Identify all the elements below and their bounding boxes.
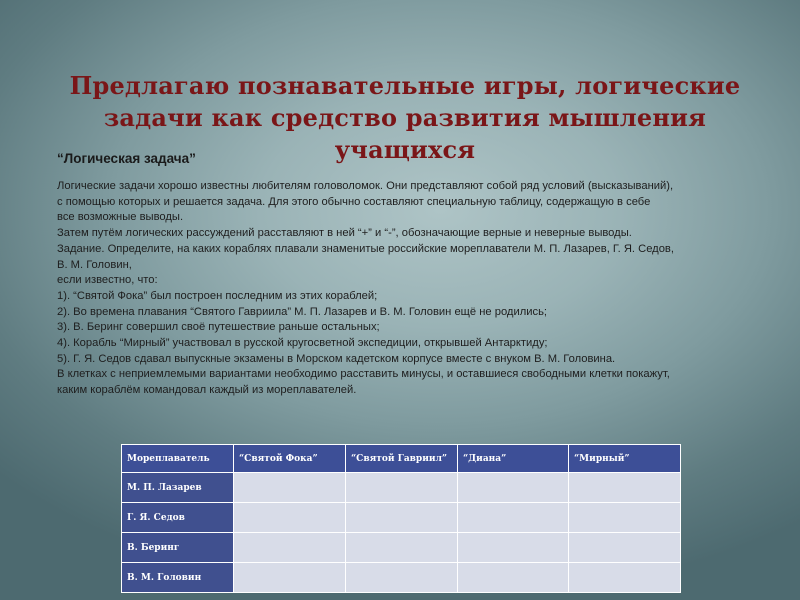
table-cell[interactable]	[346, 473, 458, 503]
table-cell[interactable]	[458, 473, 569, 503]
table-cell[interactable]	[569, 563, 681, 593]
text-line: Логические задачи хорошо известны любителям головоломок. Они представляют собой ряд условий (высказываний),	[57, 180, 674, 192]
header-navigator: Мореплаватель	[122, 445, 234, 473]
table-cell[interactable]	[346, 503, 458, 533]
condition-4: 4). Корабль “Мирный” участвовал в русской кругосветной экспедиции, открывшей Антарктиду;	[57, 337, 548, 350]
text-line: каким кораблём командовал каждый из мореплавателей.	[57, 384, 357, 397]
table-cell[interactable]	[234, 473, 346, 503]
table-cell[interactable]	[458, 533, 569, 563]
text-line: Затем путём логических рассуждений расставляют в ней “+” и “-”, обозначающие верные и неверные выводы.	[57, 227, 632, 240]
table-row	[122, 563, 681, 593]
header-ship-mirny: “Мирный”	[569, 445, 681, 473]
table-cell[interactable]	[234, 533, 346, 563]
table-cell[interactable]	[234, 503, 346, 533]
row-label-sedov: Г. Я. Седов	[122, 503, 234, 533]
table-header-row	[122, 445, 681, 473]
header-ship-foka: “Святой Фока”	[234, 445, 346, 473]
row-label-bering: В. Беринг	[122, 533, 234, 563]
text-line: В. М. Головин,	[57, 258, 132, 271]
condition-5: 5). Г. Я. Седов сдавал выпускные экзамены в Морском кадетском корпусе вместе с внуком В. М. Головина.	[57, 352, 616, 365]
task-subtitle: “Логическая задача”	[57, 151, 196, 166]
table-cell[interactable]	[234, 563, 346, 593]
condition-3: 3). В. Беринг совершил своё путешествие раньше остальных;	[57, 321, 380, 334]
text-line: с помощью которых и решается задача. Для этого обычно составляют специальную таблицу, содержащую в себе	[57, 195, 651, 208]
table-cell[interactable]	[458, 503, 569, 533]
header-ship-diana: “Диана”	[458, 445, 569, 473]
slide-title: Предлагаю познавательные игры, логические задачи как средство развития мышления учащихся	[69, 71, 741, 164]
text-line: Задание. Определите, на каких кораблях плавали знаменитые российские мореплаватели М. П. Лазарев, Г. Я. Седов,	[57, 242, 674, 255]
table-row	[122, 473, 681, 503]
table-cell[interactable]	[569, 503, 681, 533]
row-label-lazarev: М. П. Лазарев	[122, 473, 234, 503]
condition-1: 1). “Святой Фока” был построен последним из этих кораблей;	[57, 289, 378, 302]
table-row	[122, 533, 681, 563]
text-line: если известно, что:	[57, 274, 158, 287]
header-ship-gavriil: “Святой Гавриил”	[346, 445, 458, 473]
row-label-golovin: В. М. Головин	[122, 563, 234, 593]
condition-2: 2). Во времена плавания “Святого Гавриила” М. П. Лазарев и В. М. Головин ещё не родились;	[57, 305, 548, 318]
table-cell[interactable]	[346, 533, 458, 563]
table-cell[interactable]	[569, 473, 681, 503]
text-line: все возможные выводы.	[57, 211, 184, 224]
text-line: В клетках с неприемлемыми вариантами необходимо расставить минусы, и оставшиеся свободными клетки покажут,	[57, 368, 670, 381]
table-cell[interactable]	[569, 533, 681, 563]
table-row	[122, 503, 681, 533]
task-description	[57, 179, 797, 399]
table-cell[interactable]	[346, 563, 458, 593]
table-cell[interactable]	[458, 563, 569, 593]
logic-table	[121, 444, 681, 593]
